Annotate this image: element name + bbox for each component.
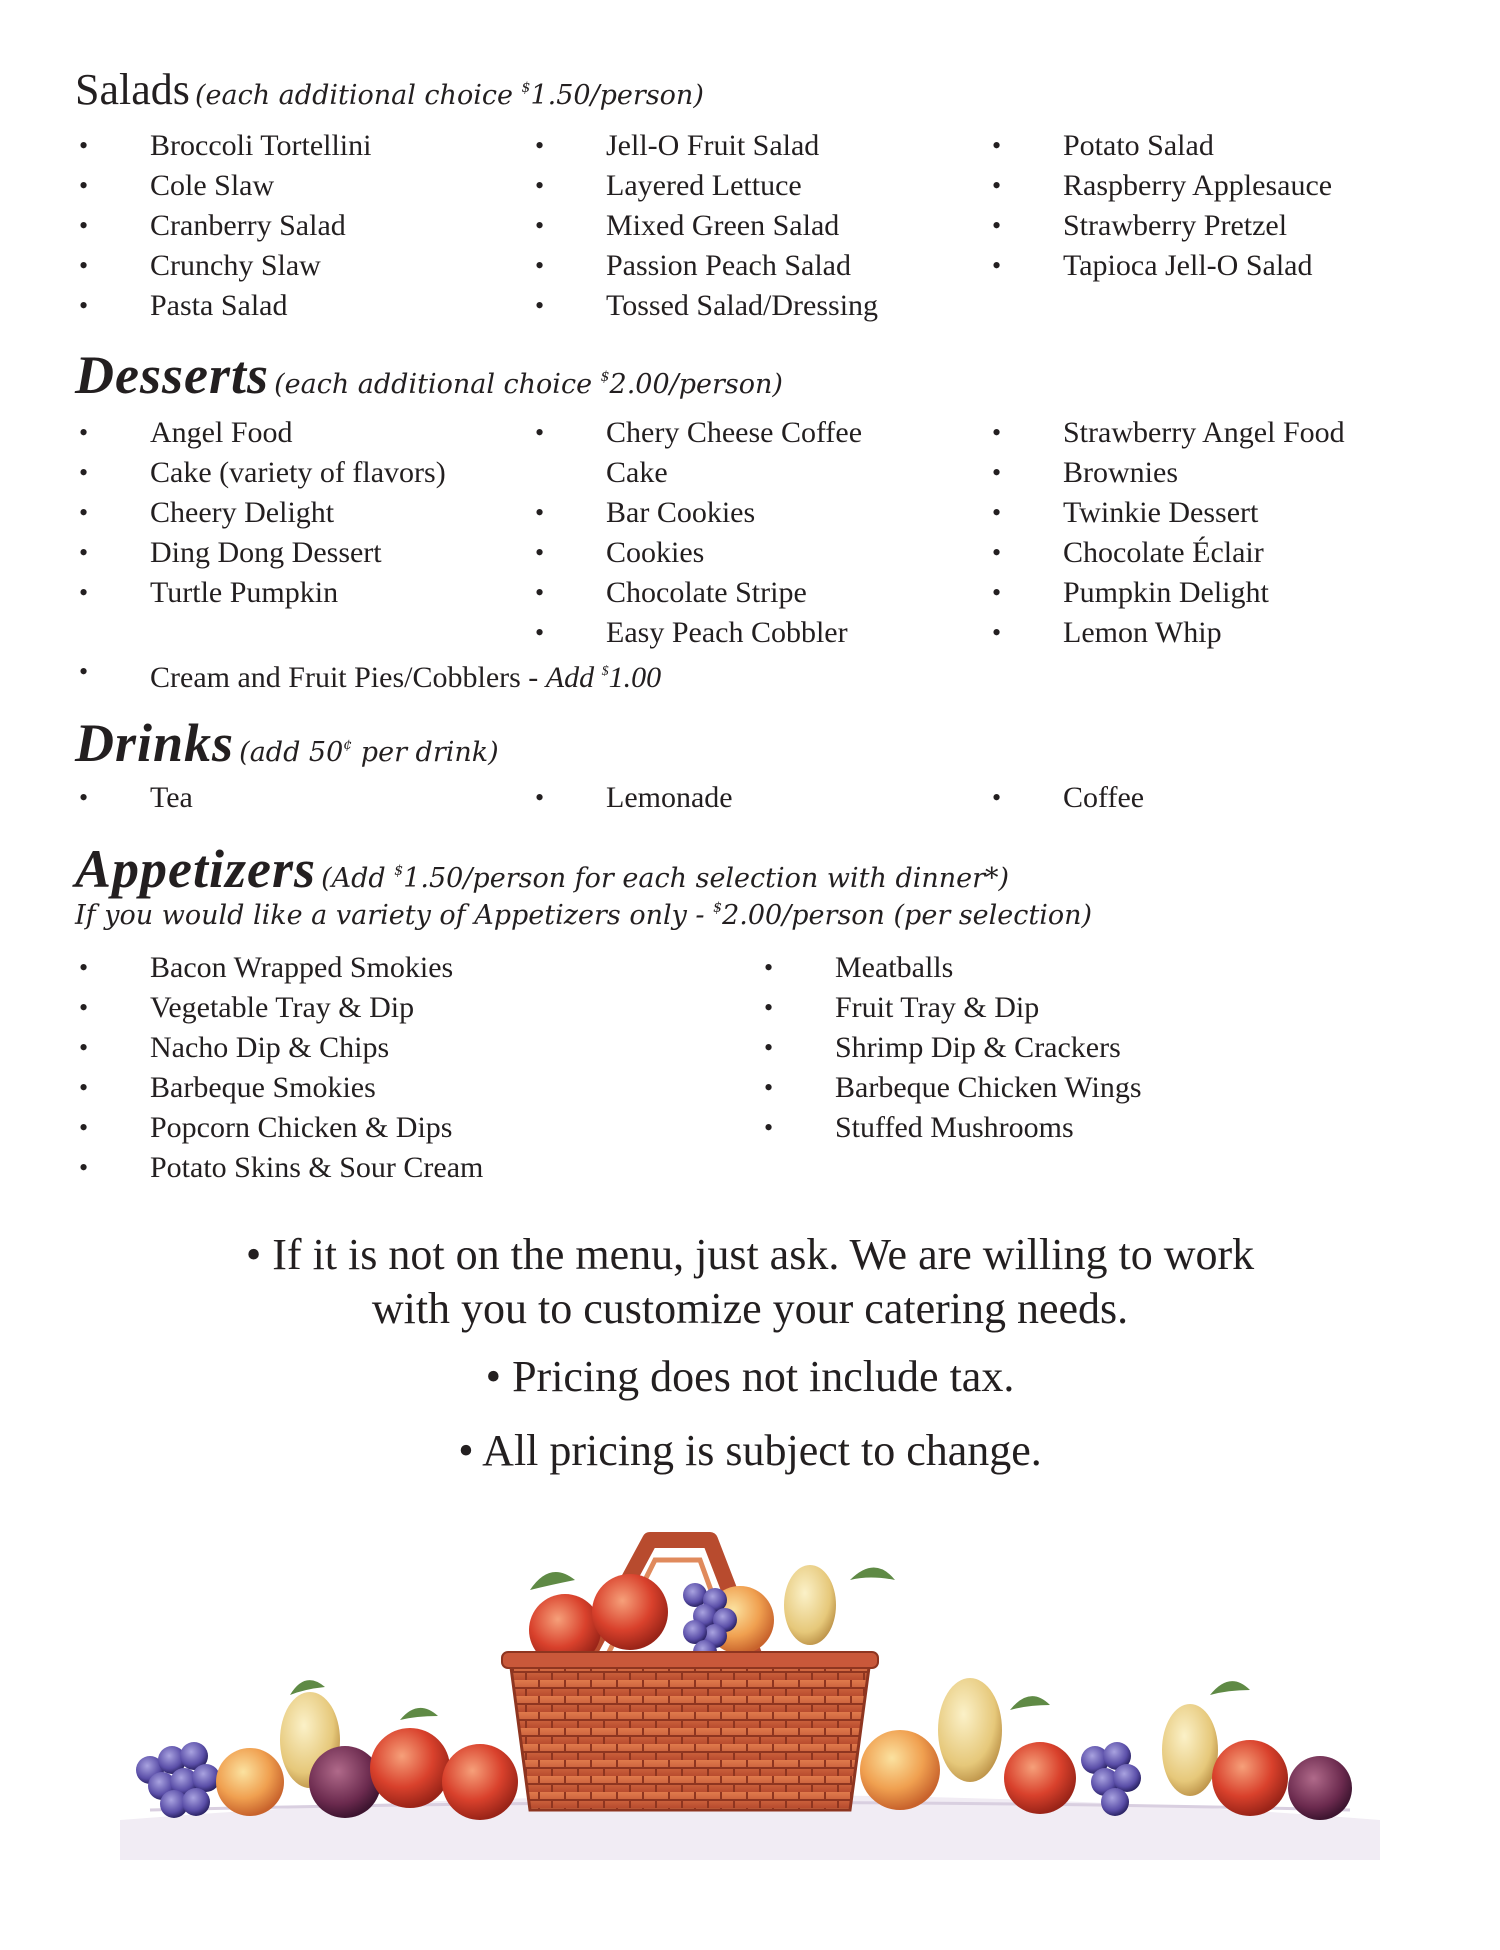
list-item: • Lemonade [535, 781, 733, 814]
list-item: • Cookies [535, 536, 705, 569]
list-item: • Potato Salad [992, 129, 1214, 162]
list-item: • Potato Skins & Sour Cream [79, 1151, 484, 1184]
list-item: • Cake (variety of flavors) [79, 456, 446, 489]
appetizers-column-2 [760, 948, 1142, 1148]
list-item: • Raspberry Applesauce [992, 169, 1333, 202]
tax-note: • Pricing does not include tax. [485, 1352, 1015, 1401]
list-item: • Tossed Salad/Dressing [535, 289, 879, 322]
list-item: • Bacon Wrapped Smokies [79, 951, 454, 984]
appetizers-only-note: If you would like a variety of Appetizers only - $2.00/person (per selection) [75, 900, 1093, 931]
list-item: • Broccoli Tortellini [79, 129, 372, 162]
drinks-column-3 [988, 778, 1144, 818]
list-item: • Cole Slaw [79, 169, 275, 202]
list-item: • Stuffed Mushrooms [764, 1111, 1074, 1144]
list-item: • Vegetable Tray & Dip [79, 991, 415, 1024]
pricing-change-note: • All pricing is subject to change. [458, 1426, 1042, 1475]
desserts-pies-item: • Cream and Fruit Pies/Cobblers - Add $1.00 [79, 657, 662, 694]
list-item: • Turtle Pumpkin [79, 576, 339, 609]
salads-heading [75, 64, 704, 115]
list-item: • Tapioca Jell-O Salad [992, 249, 1313, 282]
list-item: • Cranberry Salad [79, 209, 346, 242]
drinks-column-1 [75, 778, 193, 818]
list-item: • Popcorn Chicken & Dips [79, 1111, 453, 1144]
desserts-column-3 [988, 413, 1345, 653]
desserts-column-1 [75, 413, 446, 613]
list-item-continuation: Cake [606, 456, 668, 489]
appetizers-column-1 [75, 948, 483, 1188]
salads-column-3 [988, 126, 1332, 286]
list-item: • Lemon Whip [992, 616, 1222, 649]
list-item: • Nacho Dip & Chips [79, 1031, 390, 1064]
list-item: • Fruit Tray & Dip [764, 991, 1040, 1024]
list-item: • Coffee [992, 781, 1145, 814]
desserts-title: Desserts [75, 345, 269, 405]
list-item: • Strawberry Pretzel [992, 209, 1288, 242]
fruit-basket-illustration [110, 1520, 1390, 1860]
list-item: • Shrimp Dip & Crackers [764, 1031, 1121, 1064]
salads-column-2 [531, 126, 878, 326]
list-item: • Ding Dong Dessert [79, 536, 382, 569]
appetizers-title: Appetizers [75, 839, 317, 899]
drinks-price-note: (add 50¢ per drink) [239, 737, 499, 768]
list-item: • Passion Peach Salad [535, 249, 851, 282]
drinks-title: Drinks [75, 713, 235, 773]
list-item: • Tea [79, 781, 193, 814]
list-item: • Chery Cheese Coffee [535, 416, 863, 449]
list-item: • Pasta Salad [79, 289, 288, 322]
appetizers-heading [75, 838, 1009, 900]
list-item: • Crunchy Slaw [79, 249, 321, 282]
list-item: • Layered Lettuce [535, 169, 802, 202]
salads-title: Salads [75, 65, 190, 114]
desserts-column-2 [531, 413, 862, 653]
customize-note: • If it is not on the menu, just ask. We are willing to work with you to customize your catering needs. [245, 1230, 1255, 1333]
appetizers-price-note: (Add $1.50/person for each selection with dinner*) [321, 863, 1010, 894]
list-item: • Bar Cookies [535, 496, 756, 529]
list-item: • Meatballs [764, 951, 954, 984]
list-item: • Barbeque Smokies [79, 1071, 376, 1104]
salads-price-note: (each additional choice $1.50/person) [194, 80, 704, 111]
salads-column-1 [75, 126, 371, 326]
list-item: • Barbeque Chicken Wings [764, 1071, 1142, 1104]
list-item: • Jell-O Fruit Salad [535, 129, 820, 162]
desserts-heading [75, 344, 783, 406]
list-item: • Angel Food [79, 416, 293, 449]
list-item: • Chocolate Éclair [992, 536, 1264, 569]
list-item: • Chocolate Stripe [535, 576, 807, 609]
list-item: • Pumpkin Delight [992, 576, 1269, 609]
list-item: • Easy Peach Cobbler [535, 616, 848, 649]
list-item: • Twinkie Dessert [992, 496, 1259, 529]
drinks-column-2 [531, 778, 733, 818]
drinks-heading [75, 712, 499, 774]
list-item: • Brownies [992, 456, 1178, 489]
list-item: • Mixed Green Salad [535, 209, 840, 242]
list-item: • Cheery Delight [79, 496, 335, 529]
list-item: • Strawberry Angel Food [992, 416, 1345, 449]
desserts-price-note: (each additional choice $2.00/person) [274, 369, 783, 400]
